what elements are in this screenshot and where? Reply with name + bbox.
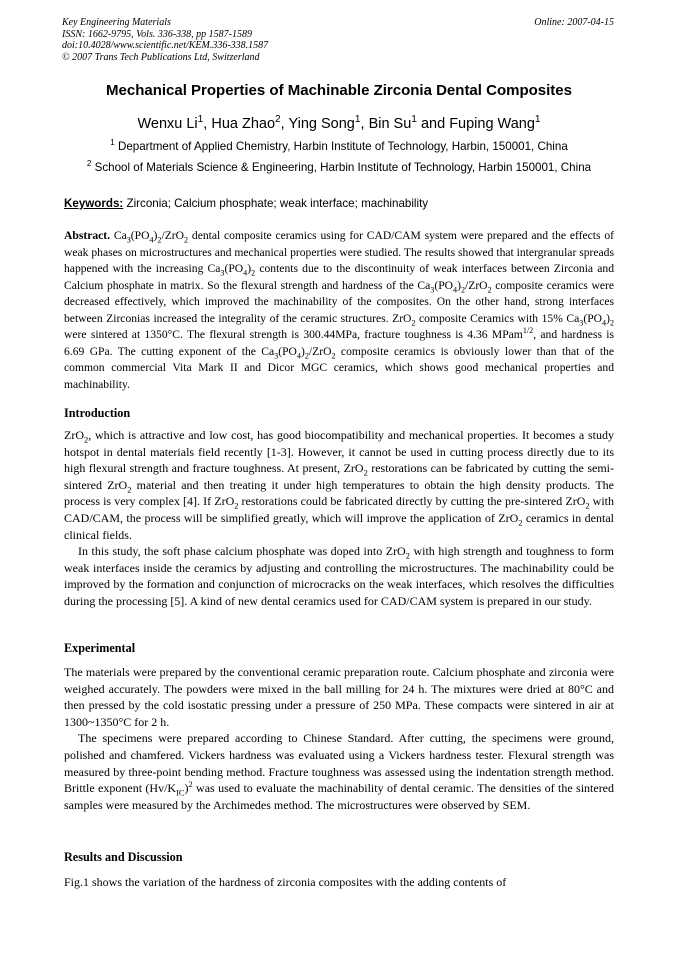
author-name: Ying Song xyxy=(288,116,355,132)
affiliation-2: $^2$ School of Materials Science & Engineering, Harbin Institute of Technology, Harbin 150001, China xyxy=(86,159,592,174)
keywords-text: Zirconia; Calcium phosphate; weak interface; machinability xyxy=(123,197,429,210)
author-affiliation: 1 xyxy=(354,114,361,126)
experimental-body xyxy=(64,664,614,813)
journal-name: Key Engineering Materials xyxy=(62,17,171,28)
issn-line: ISSN: 1662-9795, Vols. 336-338, pp 1587-1589 xyxy=(62,28,252,40)
heading-experimental: Experimental xyxy=(64,641,136,655)
author-affiliation: 1 xyxy=(197,114,204,126)
author-name: Hua Zhao xyxy=(211,116,276,132)
results-body xyxy=(64,874,614,891)
doi-line: doi:10.4028/www.scientific.net/KEM.336-338.1587 xyxy=(62,40,269,51)
paragraph: In this study, the soft phase calcium phosphate was doped into ZrO$_2$ with high strength and toughness to form weak interfaces inside the ceramics by adjusting and controlling the microstructures. The machinability could be improved by the formation and conjunction of microcracks on the weak interfaces, which resolves the difficulties during the processing [5]. A kind of new dental ceramics used for CAD/CAM system is prepared in our study. xyxy=(64,544,614,608)
heading-results: Results and Discussion xyxy=(64,850,183,864)
keywords-label: Keywords: xyxy=(64,197,124,210)
copyright-line: © 2007 Trans Tech Publications Ltd, Switzerland xyxy=(62,51,260,63)
paragraph: The specimens were prepared according to Chinese Standard. After cutting, the specimens were ground, polished and chamfered. Vickers hardness was evaluated using a Vickers hardness tester. Flexural strength was measured by three-point bending method. Fracture toughness was assessed using the indentation strength method. Brittle exponent $(Hv/K_{IC})^2$ was used to evaluate the machinability of dental ceramic. The densities of the sintered samples were measured by the Archimedes method. The microstructures were observed by SEM. xyxy=(64,731,615,812)
author-name: Wenxu Li xyxy=(137,116,198,132)
author-affiliation: 1 xyxy=(534,114,541,126)
introduction-body xyxy=(64,427,614,610)
keywords xyxy=(64,197,428,210)
online-date: Online: 2007-04-15 xyxy=(534,17,614,28)
abstract xyxy=(64,228,614,393)
author-name: Fuping Wang xyxy=(449,116,535,132)
abstract-label: Abstract. xyxy=(64,229,111,242)
author-list: Wenxu Li$^1$, Hua Zhao$^2$, Ying Song$^1$, Bin Su$^1$ and Fuping Wang$^1$ xyxy=(137,114,541,132)
paragraph: Fig.1 shows the variation of the hardness of zirconia composites with the adding contents of xyxy=(64,875,507,889)
page-header xyxy=(62,17,268,63)
author-affiliation: 1 xyxy=(411,114,417,126)
abstract-paragraph: Abstract. $Ca_3(PO_4)_2/ZrO_2$ dental composite ceramics using for CAD/CAM system were prepared and the effects of weak phases on microstructures and mechanical properties were studied. The results showed that intergranular spreads happened with the increasing $Ca_3(PO_4)_2$ contents due to the discontinuity of weak interfaces between Zirconia and Calcium phosphate in matrix. So the flexural strength and hardness of the $Ca_3(PO_4)_2/ZrO_2$ composite ceramics were decreased effectively, which improved the machinability of the composites. On the other hand, strong interfaces between Zirconias increased the integrality of the ceramic structures. ZrO$_2$ composite Ceramics with 15% $Ca_3(PO_4)_2$ were sintered at 1350°C. The flexural strength is 300.44MPa, fracture toughness is 4.36 MPam$^{1/2}$, and hardness is 6.69 GPa. The cutting exponent of the $Ca_3(PO_4)_2/ZrO_2$ composite ceramics is obviously lower than that of the common commercial Vita Mark II and Dicor MGC ceramics, which shows good mechanical properties and machinability. xyxy=(64,229,615,391)
heading-introduction: Introduction xyxy=(64,406,131,420)
paper-title: Mechanical Properties of Machinable Zirconia Dental Composites xyxy=(106,82,572,99)
author-name: Bin Su xyxy=(368,116,412,132)
paragraph: ZrO$_2$, which is attractive and low cost, has good biocompatibility and mechanical properties. It becomes a study hotspot in dental materials field recently [1-3]. However, it cannot be used in cutting process directly due to its high flexural strength and fracture toughness. At present, ZrO$_2$ restorations can be fabricated by cutting the semi-sintered ZrO$_2$ material and then treating it under high temperatures to obtain the high density products. The process is very complex [4]. If ZrO$_2$ restorations could be fabricated directly by cutting the pre-sintered ZrO$_2$ with CAD/CAM, the process will be simplified greatly, which will improve the application of ZrO$_2$ ceramics in dental clinical fields. xyxy=(64,428,614,542)
paragraph: The materials were prepared by the conventional ceramic preparation route. Calcium phosphate and zirconia were weighed accurately. The powders were mixed in the ball milling for 24 h. The mixtures were dried at 80°C and then pressed by the cold isostatic pressing under a pressure of 250 MPa. These compacts were sintered in air at 1300~1350°C for 2 h. xyxy=(64,665,614,729)
affiliation-1: $^1$ Department of Applied Chemistry, Harbin Institute of Technology, Harbin, 150001, China xyxy=(110,138,568,153)
author-affiliation: 2 xyxy=(275,114,281,126)
